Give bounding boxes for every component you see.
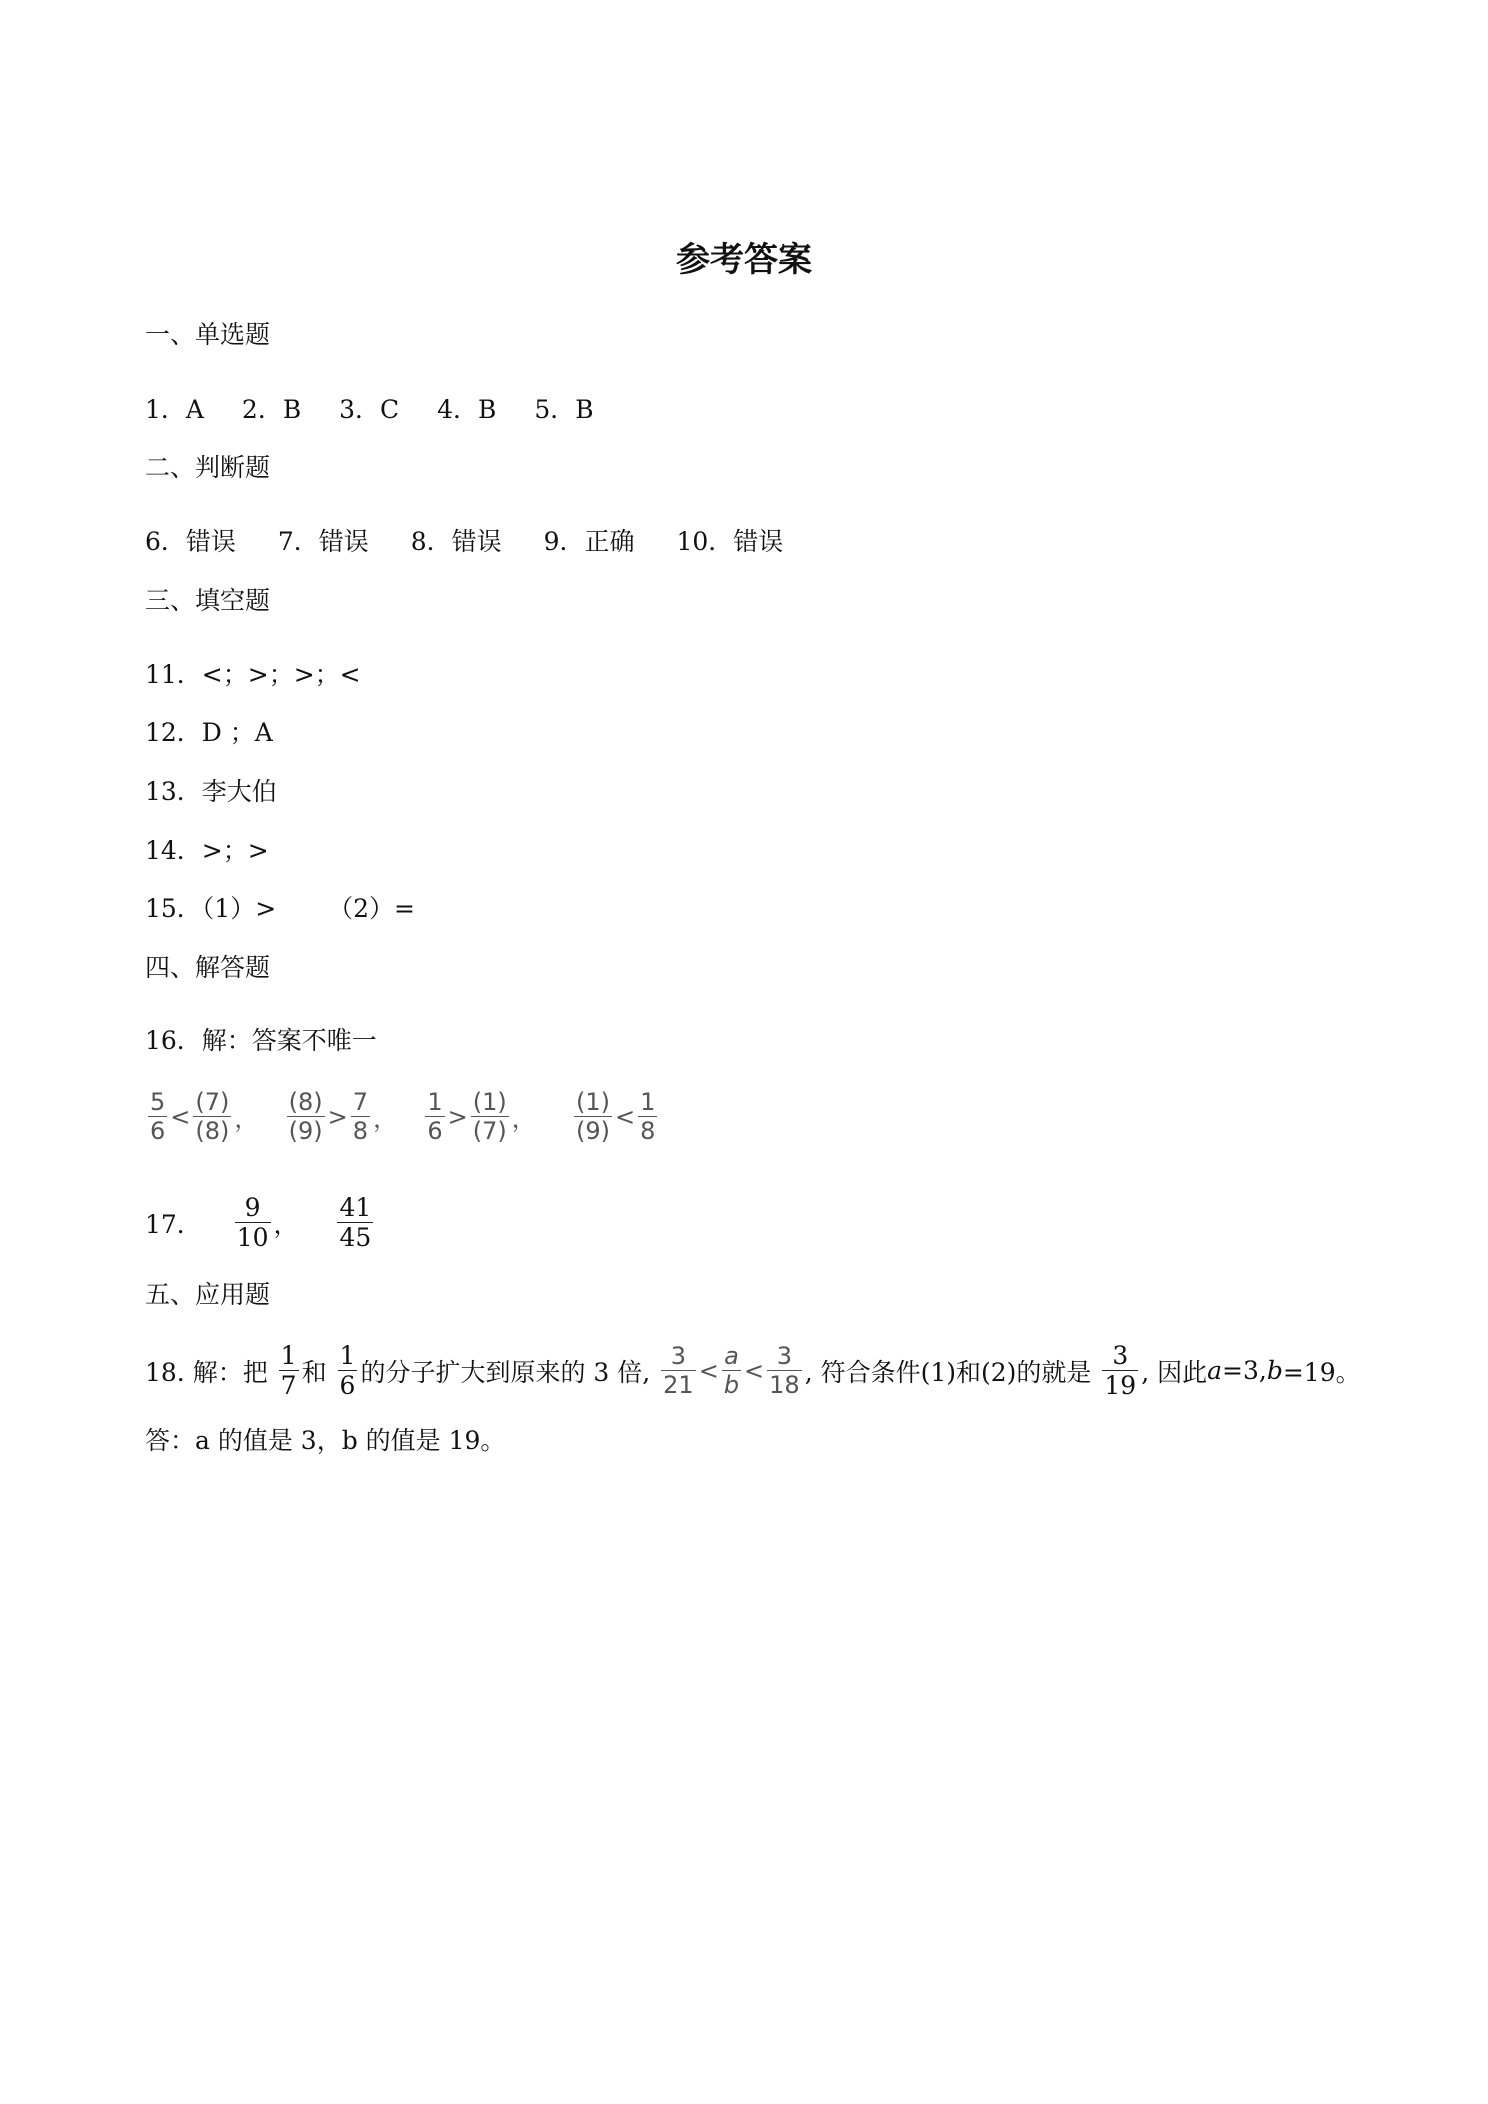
fraction: $\frac{(1)}{(7)}$ (472, 1088, 507, 1145)
section-heading-judgement: 二、判断题 (145, 453, 271, 482)
answer-14: 14．>；> (145, 836, 269, 865)
final-answer: 答：a 的值是 3，b 的值是 19。 (145, 1426, 506, 1455)
answer-18: 18. 解：把 $\frac{1}{7}$ 和 $\frac{1}{6}$ 的分子扩大到原来的 3 倍, $\frac{3}{21}$ < $\frac{a}{b}$ < $\frac{3}{18}$ , 符合条件(1)和(2)的就是 $\frac{3}{19}$ , 因此a=3,b=19。 (145, 1341, 1361, 1400)
answer-2: 2．B (241, 395, 302, 424)
fraction: $\frac{1}{6}$ (339, 1341, 356, 1400)
fraction: $\frac{(1)}{(9)}$ (576, 1088, 611, 1145)
answer-16-heading: 16．解：答案不唯一 (145, 1026, 377, 1055)
answers-1-5 (145, 395, 594, 425)
fraction: $\frac{1}{7}$ (280, 1341, 297, 1400)
section-heading-single-choice: 一、单选题 (145, 320, 271, 349)
answer-3: 3．C (339, 395, 400, 424)
answer-5: 5．B (534, 395, 594, 424)
section-heading-fill-blank: 三、填空题 (145, 586, 271, 615)
page-title: 参考答案 (676, 240, 812, 280)
fraction: $\frac{3}{18}$ (769, 1342, 800, 1399)
answer-15-part-2: （2）= (328, 894, 415, 923)
answer-15 (145, 894, 415, 924)
answer-16-expressions: $\frac{5}{6}$ < $\frac{(7)}{(8)}$ ， $\frac{(8)}{(9)}$ > $\frac{7}{8}$ ， $\frac{1}{6}$ > $\frac{(1)}{(7)}$ ， $\frac{(1)}{(9)}$ < $\frac{1}{8}$ (150, 1088, 656, 1145)
answer-1: 1．A (145, 395, 204, 424)
answer-7: 7．错误 (277, 527, 369, 556)
answer-13: 13．李大伯 (145, 777, 277, 806)
answer-8: 8．错误 (410, 527, 502, 556)
fraction: $\frac{1}{6}$ (427, 1088, 443, 1145)
fraction: $\frac{3}{21}$ (663, 1342, 694, 1399)
answer-17: 17． $\frac{9}{10}$ ， $\frac{41}{45}$ (145, 1193, 372, 1252)
answers-6-10 (145, 527, 783, 557)
fraction: $\frac{a}{b}$ (723, 1342, 740, 1399)
answer-10: 10．错误 (676, 527, 784, 556)
answer-9: 9．正确 (543, 527, 635, 556)
answer-12: 12．D ；A (145, 718, 273, 747)
fraction: $\frac{9}{10}$ (236, 1193, 269, 1252)
section-heading-solve: 四、解答题 (145, 953, 271, 982)
answer-11: 11．<；>；>；< (145, 660, 361, 689)
fraction: $\frac{1}{8}$ (640, 1088, 656, 1145)
answer-4: 4．B (437, 395, 497, 424)
fraction: $\frac{(8)}{(9)}$ (288, 1088, 323, 1145)
fraction: $\frac{41}{45}$ (339, 1193, 372, 1252)
fraction: $\frac{3}{19}$ (1104, 1341, 1137, 1400)
fraction: $\frac{(7)}{(8)}$ (195, 1088, 230, 1145)
fraction: $\frac{7}{8}$ (352, 1088, 369, 1145)
fraction: $\frac{5}{6}$ (150, 1088, 166, 1145)
section-heading-application: 五、应用题 (145, 1280, 271, 1309)
answer-6: 6．错误 (145, 527, 236, 556)
answer-15-part-1: 15．（1）> (145, 894, 277, 923)
